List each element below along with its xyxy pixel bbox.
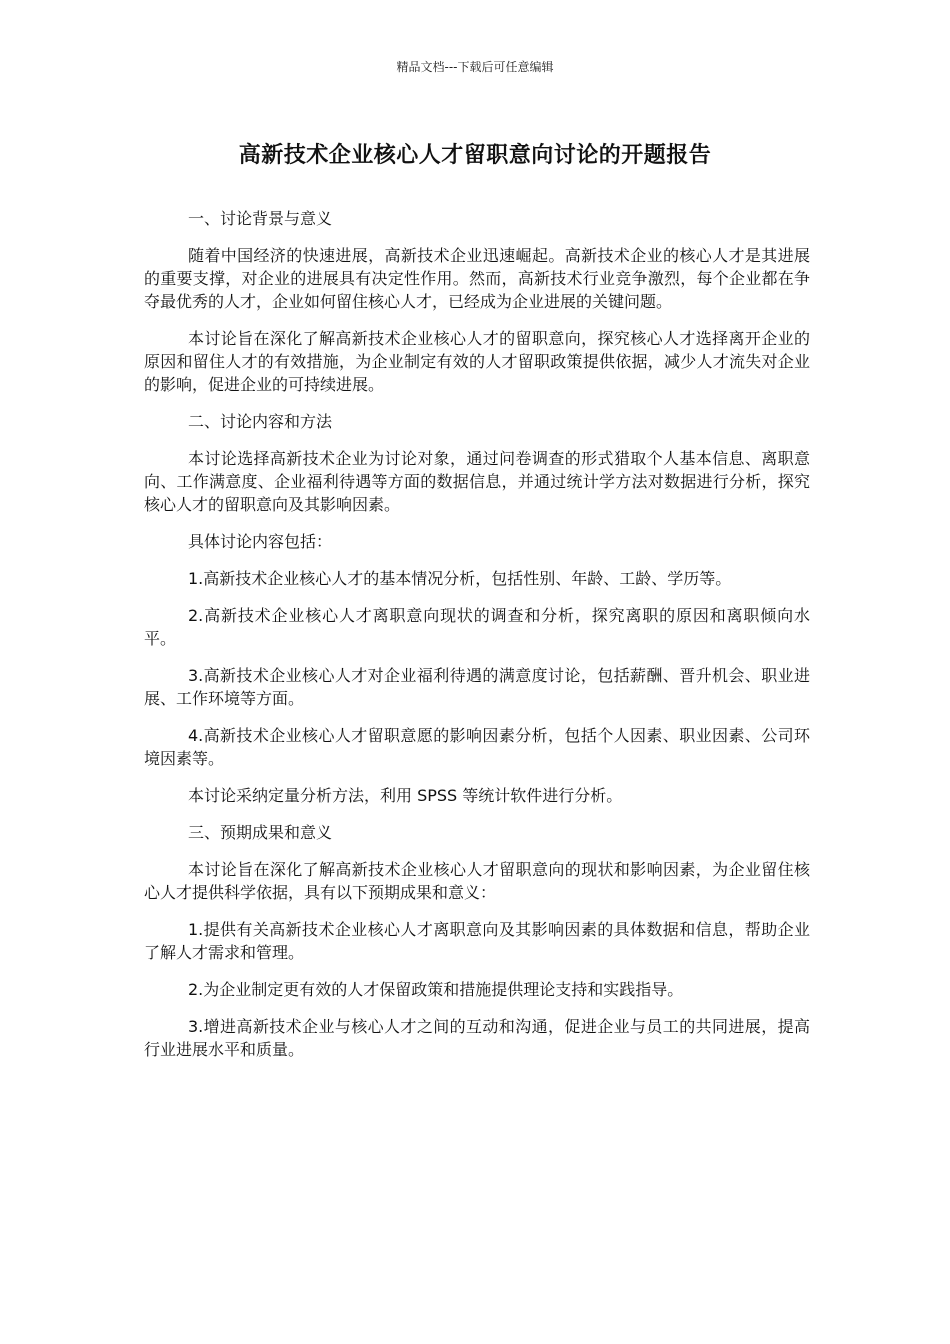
section-heading-background: 一、讨论背景与意义 [188,209,333,228]
list-item-result-1: 1.提供有关高新技术企业核心人才离职意向及其影响因素的具体数据和信息，帮助企业了解人才需求和管理。 [144,920,810,962]
section-heading-content-method: 二、讨论内容和方法 [188,412,333,431]
list-item-content-3: 3.高新技术企业核心人才对企业福利待遇的满意度讨论，包括薪酬、晋升机会、职业进展、工作环境等方面。 [144,666,810,708]
list-item-content-4: 4.高新技术企业核心人才留职意愿的影响因素分析，包括个人因素、职业因素、公司环境因素等。 [144,726,810,768]
paragraph-method-1: 本讨论选择高新技术企业为讨论对象，通过问卷调查的形式猎取个人基本信息、离职意向、工作满意度、企业福利待遇等方面的数据信息，并通过统计学方法对数据进行分析，探究核心人才的留职意向及其影响因素。 [144,449,810,514]
document-body [144,207,810,1075]
list-item-content-1: 1.高新技术企业核心人才的基本情况分析，包括性别、年龄、工龄、学历等。 [188,569,732,588]
paragraph-content-intro: 具体讨论内容包括： [188,532,333,551]
list-item-result-2: 2.为企业制定更有效的人才保留政策和措施提供理论支持和实践指导。 [188,980,684,999]
paragraph-results-intro: 本讨论旨在深化了解高新技术企业核心人才留职意向的现状和影响因素，为企业留住核心人才提供科学依据，具有以下预期成果和意义： [144,860,810,902]
paragraph-background-2: 本讨论旨在深化了解高新技术企业核心人才的留职意向，探究核心人才选择离开企业的原因和留住人才的有效措施，为企业制定有效的人才留职政策提供依据，减少人才流失对企业的影响，促进企业的可持续进展。 [144,329,810,394]
list-item-result-3: 3.增进高新技术企业与核心人才之间的互动和沟通，促进企业与员工的共同进展，提高行业进展水平和质量。 [144,1017,810,1059]
document-title: 高新技术企业核心人才留职意向讨论的开题报告 [238,143,712,168]
paragraph-background-1: 随着中国经济的快速进展，高新技术企业迅速崛起。高新技术企业的核心人才是其进展的重要支撑，对企业的进展具有决定性作用。然而，高新技术行业竞争激烈，每个企业都在争夺最优秀的人才，企业如何留住核心人才，已经成为企业进展的关键问题。 [144,246,810,311]
paragraph-method-2: 本讨论采纳定量分析方法，利用 SPSS 等统计软件进行分析。 [188,786,623,805]
header-note: 精品文档---下载后可任意编辑 [396,60,554,74]
list-item-content-2: 2.高新技术企业核心人才离职意向现状的调查和分析，探究离职的原因和离职倾向水平。 [144,606,810,648]
section-heading-expected-results: 三、预期成果和意义 [188,823,333,842]
